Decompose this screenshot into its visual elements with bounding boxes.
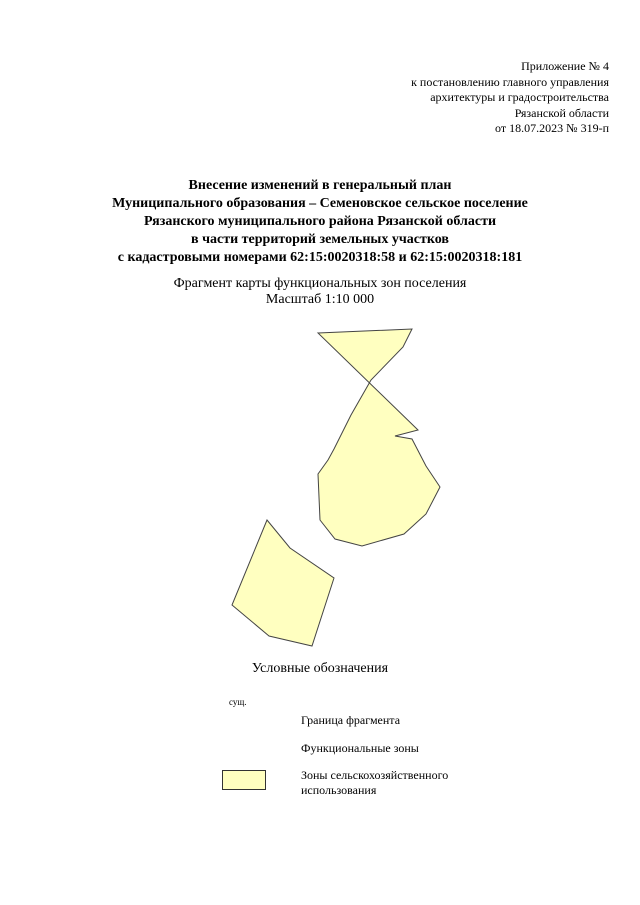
legend-functional-zones: Функциональные зоны — [301, 741, 419, 755]
map-caption: Фрагмент карты функциональных зон поселения — [173, 276, 467, 291]
agricultural-zone-south — [232, 520, 334, 646]
appendix-line: к постановлению главного управления — [411, 74, 609, 89]
appendix-number: Приложение № 4 — [521, 59, 609, 73]
map-scale: Масштаб 1:10 000 — [265, 292, 375, 307]
legend-agricultural-zone: Зоны сельскохозяйственного использования — [301, 768, 449, 797]
title-line: с кадастровыми номерами 62:15:0020318:58 и 62:15:0020318:181 — [117, 250, 523, 265]
legend-title: Условные обозначения — [251, 661, 389, 676]
appendix-line: Рязанской области — [514, 105, 609, 120]
legend-existing-label: сущ. — [229, 697, 247, 707]
title-line: в части территорий земельных участков — [191, 232, 449, 247]
title-line: Внесение изменений в генеральный план — [188, 178, 452, 193]
appendix-date: от 18.07.2023 № 319-п — [495, 121, 609, 135]
legend-agricultural-swatch — [222, 770, 266, 790]
legend-fragment-boundary: Граница фрагмента — [301, 713, 401, 727]
title-line: Муниципального образования – Семеновское сельское поселение — [112, 196, 528, 211]
appendix-line: архитектуры и градостроительства — [430, 90, 609, 104]
agricultural-zone-north — [318, 329, 440, 546]
title-line: Рязанского муниципального района Рязанской области — [143, 214, 497, 229]
